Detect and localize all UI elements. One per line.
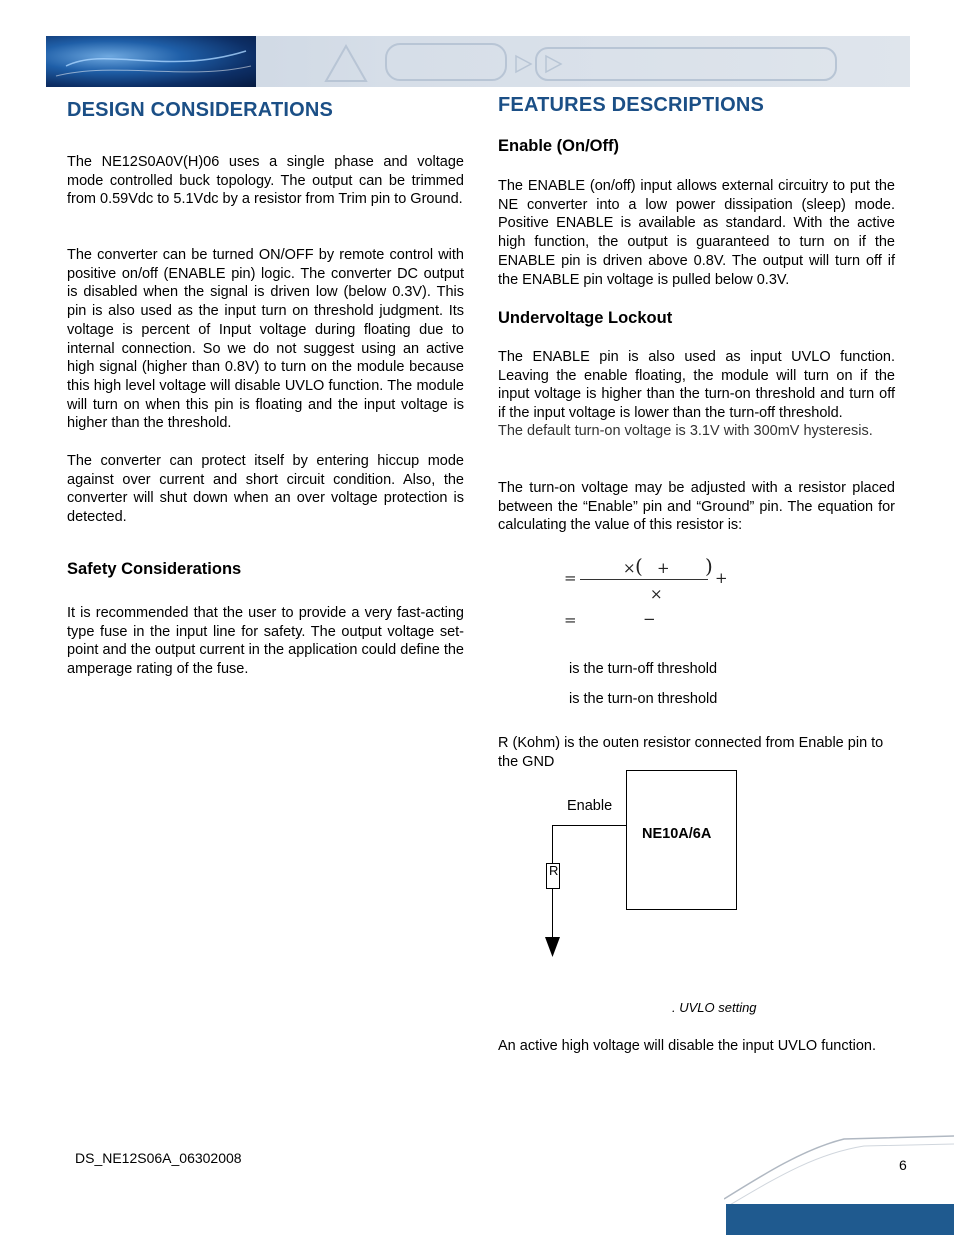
- features-heading: FEATURES DESCRIPTIONS: [498, 94, 765, 116]
- module-label: NE10A/6A: [642, 826, 712, 842]
- enable-paragraph: The ENABLE (on/off) input allows external circuitry to put the NE converter into a low power dissipation (sleep) mode. Positive ENABLE is available as standard. With the active high function, the output is guaranteed to turn on if the ENABLE pin is driven above 0.8V. The output will turn off if the ENABLE pin voltage is pulled below 0.3V.: [498, 178, 895, 288]
- uvlo-paragraph: The ENABLE pin is also used as input UVLO function. Leaving the enable floating, the module will turn on if the input voltage is higher than the turn-on threshold and turn off if the input voltage is lower than the turn-off threshold.: [498, 349, 895, 422]
- uvlo-heading: Undervoltage Lockout: [498, 309, 673, 327]
- eq-plus-2: +: [715, 569, 728, 587]
- document-id: DS_NE12S06A_06302008: [75, 1150, 242, 1166]
- turn-off-definition: is the turn-off threshold: [569, 661, 718, 677]
- resistor-label: R: [549, 863, 559, 878]
- enable-heading: Enable (On/Off): [498, 137, 619, 155]
- eq-plus-1: +: [657, 559, 670, 577]
- turnon-paragraph: The turn-on voltage may be adjusted with a resistor placed between the “Enable” pin and “Ground” pin. The equation for calculating the value of this resistor is:: [498, 480, 895, 534]
- eq-minus: −: [643, 610, 656, 628]
- footer-corner-graphic: [724, 1134, 954, 1235]
- eq-fraction-bar: [580, 579, 708, 580]
- page-number: 6: [899, 1157, 907, 1173]
- eq-left-paren: (: [635, 554, 643, 578]
- safety-paragraph: It is recommended that the user to provide a very fast-acting type fuse in the input line for safety. The output voltage set-point and the output current in the application could define the amperage rating of the fuse.: [67, 605, 464, 678]
- turn-on-definition: is the turn-on threshold: [569, 691, 718, 707]
- uvlo-circuit: [540, 765, 750, 965]
- design-paragraph-2: The converter can be turned ON/OFF by remote control with positive on/off (ENABLE pin) logic. The converter DC output is disabled when the signal is driven low (below 0.3V). This pin is also used as the input turn on threshold judgment. Its voltage is percent of Input voltage during floating due to internal connection. So we do not suggest using an active high signal (higher than 0.8V) to turn on the module because this high level voltage will disable UVLO function. The module will turn on when this pin is floating and the input voltage is higher than the threshold.: [67, 247, 464, 432]
- design-paragraph-3: The converter can protect itself by entering hiccup mode against over current and short circuit condition. Also, the converter will shut down when an over voltage protection is detected.: [67, 453, 464, 526]
- uvlo-default-paragraph: The default turn-on voltage is 3.1V with 300mV hysteresis.: [498, 423, 873, 439]
- design-paragraph-1: The NE12S0A0V(H)06 uses a single phase and voltage mode controlled buck topology. The output can be trimmed from 0.59Vdc to 5.1Vdc by a resistor from Trim pin to Ground.: [67, 154, 464, 208]
- active-high-paragraph: An active high voltage will disable the input UVLO function.: [498, 1038, 877, 1054]
- header-banner: [46, 36, 910, 87]
- eq-times-2: ×: [650, 585, 663, 603]
- banner-decoration: [46, 36, 910, 87]
- figure-caption: . UVLO setting: [672, 1000, 757, 1015]
- enable-pin-label: Enable: [567, 798, 613, 814]
- resistor-definition: R (Kohm) is the outen resistor connected from Enable pin to the GND: [498, 735, 884, 770]
- safety-heading: Safety Considerations: [67, 560, 242, 578]
- eq-equals-1: =: [564, 569, 577, 587]
- eq-equals-2: =: [564, 611, 577, 629]
- eq-times-1: ×: [623, 559, 636, 577]
- design-considerations-heading: DESIGN CONSIDERATIONS: [67, 99, 334, 121]
- eq-right-paren: ): [705, 554, 713, 578]
